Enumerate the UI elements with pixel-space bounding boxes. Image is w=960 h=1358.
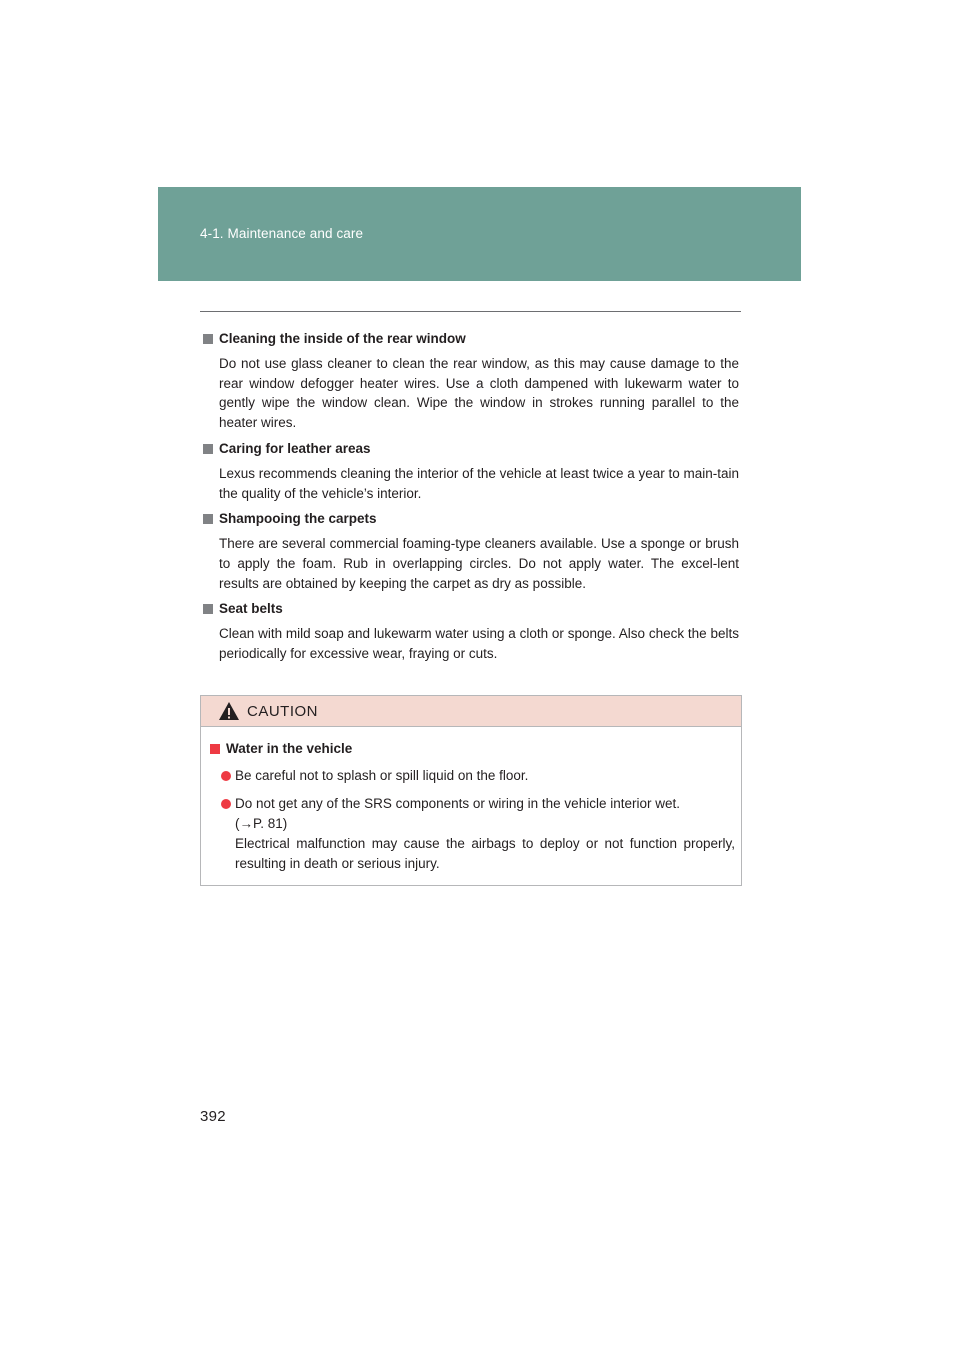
- caution-body: [201, 727, 741, 874]
- square-bullet-icon: [210, 744, 220, 754]
- round-bullet-icon: [221, 799, 231, 809]
- caution-header: [201, 696, 741, 727]
- section-header-band: [158, 187, 801, 281]
- topic-title-text: Caring for leather areas: [219, 440, 371, 456]
- topic-title-text: Cleaning the inside of the rear window: [219, 331, 466, 346]
- topic-body: There are several commercial foaming-type cleaners available. Use a sponge or brush to apply the foam. Rub in overlapping circles. Do not apply water. The excel-lent results are obtained by keeping the carpet as dry as possible.: [219, 536, 739, 591]
- top-divider: [200, 311, 741, 312]
- topic-title-text: Shampooing the carpets: [219, 511, 377, 527]
- caution-box: [200, 695, 742, 886]
- topic-title: [203, 510, 739, 528]
- warning-triangle-icon: [218, 701, 240, 721]
- topic-seat-belts: [203, 600, 739, 663]
- topic-title: [203, 330, 739, 348]
- square-bullet-icon: [203, 514, 213, 524]
- main-content: [203, 330, 739, 671]
- section-label: 4-1. Maintenance and care: [200, 226, 364, 241]
- topic-title: [203, 440, 739, 458]
- bullet-line: Do not get any of the SRS components or wiring in the vehicle interior wet.: [235, 796, 680, 811]
- caution-bullet: [221, 794, 735, 874]
- caution-topic-title-text: Water in the vehicle: [226, 741, 353, 756]
- topic-body: Clean with mild soap and lukewarm water using a cloth or sponge. Also check the belts periodically for excessive wear, fraying or cuts.: [219, 626, 739, 662]
- square-bullet-icon: [203, 604, 213, 614]
- caution-bullet: [221, 766, 735, 786]
- bullet-line: Be careful not to splash or spill liquid on the floor.: [235, 768, 529, 783]
- caution-bullet-text: [235, 766, 735, 786]
- topic-body: Do not use glass cleaner to clean the rear window, as this may cause damage to the rear window defogger heater wires. Use a cloth dampened with lukewarm water to gently wipe the window clean. Wipe the window in strokes running parallel to the heater wires.: [219, 356, 739, 431]
- bullet-line: Electrical malfunction may cause the airbags to deploy or not function properly, resulting in death or serious injury.: [235, 836, 735, 871]
- topic-leather: [203, 440, 739, 503]
- caution-bullet-text: [235, 794, 735, 874]
- caution-topic-title: [210, 740, 735, 758]
- caution-title: CAUTION: [247, 702, 318, 720]
- topic-carpets: [203, 510, 739, 593]
- page-reference: (→P. 81): [235, 816, 288, 831]
- square-bullet-icon: [203, 334, 213, 344]
- page-number: 392: [200, 1108, 226, 1125]
- topic-title: [203, 600, 739, 618]
- topic-body: Lexus recommends cleaning the interior of the vehicle at least twice a year to main-tain the quality of the vehicle’s interior.: [219, 465, 740, 501]
- topic-rear-window: [203, 330, 739, 433]
- topic-title-text: Seat belts: [219, 601, 283, 617]
- square-bullet-icon: [203, 444, 213, 454]
- round-bullet-icon: [221, 771, 231, 781]
